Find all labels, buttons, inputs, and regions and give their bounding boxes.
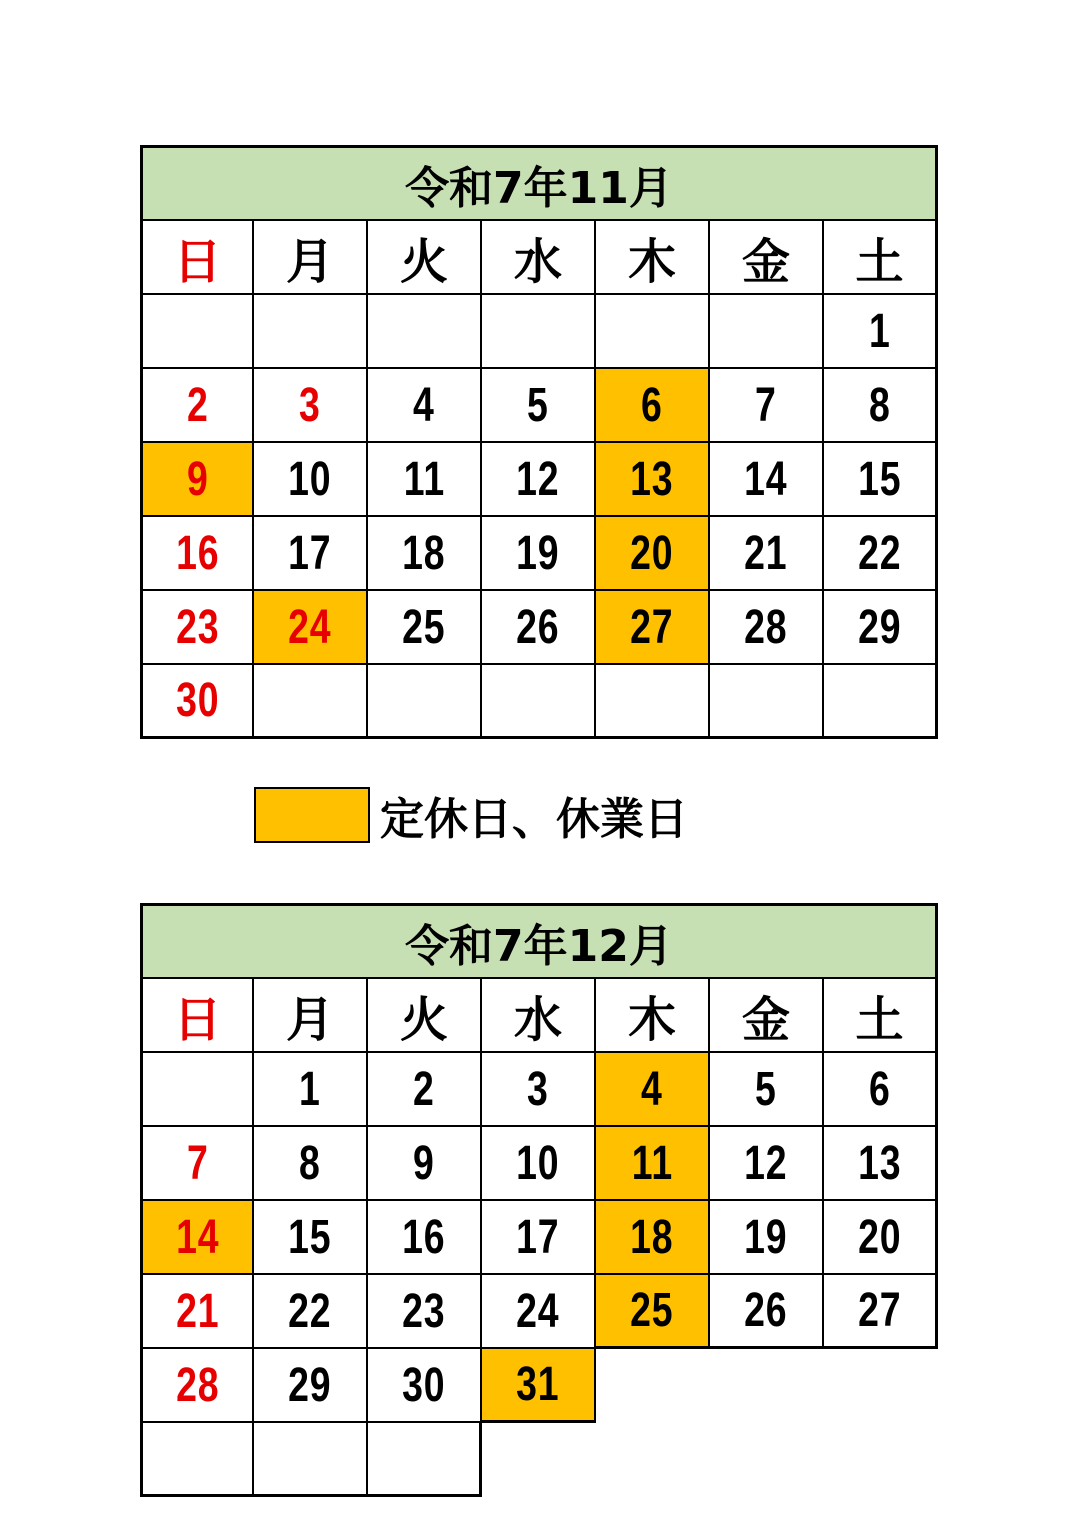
day-cell	[710, 1053, 824, 1127]
day-number: 17	[516, 1210, 560, 1264]
day-number: 10	[516, 1136, 560, 1190]
day-number: 27	[630, 600, 674, 654]
day-cell	[824, 517, 938, 591]
day-cell	[482, 1201, 596, 1275]
day-cell	[254, 1053, 368, 1127]
day-number: 28	[175, 1358, 220, 1412]
day-cell	[368, 443, 482, 517]
day-number: 21	[175, 1284, 220, 1338]
day-cell	[482, 369, 596, 443]
day-cell	[140, 591, 254, 665]
day-cell	[140, 1053, 254, 1127]
weekday-header-row	[140, 221, 938, 295]
week-row	[140, 369, 938, 443]
day-number: 4	[641, 1062, 663, 1116]
weekday-header: 木	[596, 221, 710, 295]
week-row	[140, 517, 938, 591]
day-number: 22	[288, 1284, 332, 1338]
day-number: 26	[744, 1284, 788, 1337]
calendar-title: 令和7年11月	[140, 145, 938, 221]
day-number: 5	[755, 1062, 777, 1116]
day-cell	[824, 369, 938, 443]
day-cell	[710, 443, 824, 517]
calendar-december	[140, 903, 938, 1497]
day-number: 17	[288, 526, 332, 580]
legend-label: 定休日、休業日	[380, 794, 688, 845]
day-cell	[140, 1201, 254, 1275]
day-number: 11	[403, 452, 445, 506]
day-cell	[254, 665, 368, 739]
calendar-weeks	[140, 1053, 938, 1497]
day-number: 24	[288, 600, 332, 654]
day-cell	[482, 295, 596, 369]
day-cell	[710, 1275, 824, 1349]
day-number: 18	[630, 1210, 674, 1264]
day-number: 29	[288, 1358, 332, 1412]
day-cell	[710, 295, 824, 369]
day-number: 23	[402, 1284, 446, 1338]
day-number: 8	[299, 1136, 321, 1190]
day-cell	[254, 1275, 368, 1349]
day-cell	[482, 1275, 596, 1349]
day-number: 14	[175, 1210, 220, 1264]
day-cell	[140, 295, 254, 369]
week-row	[140, 443, 938, 517]
day-number: 30	[175, 674, 220, 727]
day-number: 2	[186, 378, 209, 432]
legend-swatch	[254, 787, 370, 843]
weekday-header: 土	[824, 221, 938, 295]
day-number: 29	[857, 600, 902, 654]
weekday-header: 金	[710, 221, 824, 295]
day-cell	[368, 1275, 482, 1349]
day-number: 9	[186, 452, 209, 506]
day-number: 2	[413, 1062, 435, 1116]
day-cell	[596, 369, 710, 443]
day-number: 8	[868, 378, 891, 432]
day-number: 12	[744, 1136, 788, 1190]
day-number: 19	[516, 526, 560, 580]
day-number: 18	[402, 526, 446, 580]
day-number: 1	[868, 304, 891, 358]
day-number: 20	[630, 526, 674, 580]
day-cell	[596, 1053, 710, 1127]
day-cell	[140, 1349, 254, 1423]
day-cell	[710, 1423, 824, 1497]
weekday-header: 金	[710, 979, 824, 1053]
weekday-header: 水	[482, 979, 596, 1053]
calendar-title: 令和7年12月	[140, 903, 938, 979]
day-cell	[824, 295, 938, 369]
day-number: 21	[744, 526, 788, 580]
day-cell	[140, 443, 254, 517]
day-cell	[254, 443, 368, 517]
day-number: 19	[744, 1210, 788, 1264]
weekday-header: 日	[140, 221, 254, 295]
day-cell	[254, 591, 368, 665]
day-number: 6	[868, 1062, 891, 1116]
day-cell	[368, 1053, 482, 1127]
day-number: 11	[631, 1136, 673, 1190]
day-number: 23	[175, 600, 220, 654]
day-cell	[710, 1201, 824, 1275]
day-number: 16	[402, 1210, 446, 1264]
day-cell	[824, 1349, 938, 1423]
day-cell	[482, 1349, 596, 1423]
day-cell	[368, 1201, 482, 1275]
day-cell	[824, 443, 938, 517]
day-cell	[824, 1127, 938, 1201]
day-cell	[824, 1201, 938, 1275]
day-cell	[596, 443, 710, 517]
day-number: 22	[857, 526, 902, 580]
week-row	[140, 1275, 938, 1349]
day-number: 3	[299, 378, 321, 432]
day-cell	[368, 1349, 482, 1423]
day-cell	[368, 1127, 482, 1201]
weekday-header: 月	[254, 221, 368, 295]
week-row	[140, 591, 938, 665]
weekday-header: 水	[482, 221, 596, 295]
day-cell	[596, 1201, 710, 1275]
day-cell	[254, 1127, 368, 1201]
day-cell	[140, 665, 254, 739]
weekday-header-row	[140, 979, 938, 1053]
day-cell	[824, 1275, 938, 1349]
day-cell	[482, 591, 596, 665]
day-cell	[596, 665, 710, 739]
day-number: 15	[857, 452, 902, 506]
day-number: 26	[516, 600, 560, 654]
weekday-header: 土	[824, 979, 938, 1053]
weekday-header: 火	[368, 221, 482, 295]
day-number: 20	[857, 1210, 902, 1264]
day-number: 28	[744, 600, 788, 654]
day-cell	[482, 1053, 596, 1127]
calendar-november	[140, 145, 938, 739]
day-cell	[254, 295, 368, 369]
day-cell	[482, 517, 596, 591]
day-number: 6	[641, 378, 663, 432]
day-cell	[710, 665, 824, 739]
calendar-weeks	[140, 295, 938, 739]
day-cell	[368, 591, 482, 665]
week-row	[140, 1349, 938, 1423]
day-cell	[710, 1127, 824, 1201]
day-number: 4	[413, 378, 435, 432]
day-cell	[596, 517, 710, 591]
day-number: 24	[516, 1284, 560, 1338]
day-number: 13	[857, 1136, 902, 1190]
weekday-header: 月	[254, 979, 368, 1053]
weekday-header: 火	[368, 979, 482, 1053]
day-cell	[254, 1201, 368, 1275]
week-row	[140, 1127, 938, 1201]
day-cell	[368, 1423, 482, 1497]
day-cell	[140, 1127, 254, 1201]
day-cell	[254, 1423, 368, 1497]
week-row	[140, 1423, 938, 1497]
day-number: 16	[175, 526, 220, 580]
day-cell	[140, 369, 254, 443]
day-cell	[824, 1423, 938, 1497]
day-cell	[140, 517, 254, 591]
day-number: 31	[516, 1358, 560, 1411]
day-cell	[254, 517, 368, 591]
day-number: 9	[413, 1136, 435, 1190]
day-number: 13	[630, 452, 674, 506]
weekday-header: 日	[140, 979, 254, 1053]
day-number: 27	[857, 1284, 902, 1337]
day-cell	[596, 1423, 710, 1497]
weekday-header: 木	[596, 979, 710, 1053]
day-cell	[482, 665, 596, 739]
week-row	[140, 295, 938, 369]
day-cell	[482, 1423, 596, 1497]
day-cell	[368, 665, 482, 739]
day-cell	[824, 591, 938, 665]
day-number: 10	[288, 452, 332, 506]
day-cell	[824, 665, 938, 739]
day-cell	[824, 1053, 938, 1127]
day-number: 25	[402, 600, 446, 654]
day-number: 5	[527, 378, 549, 432]
day-number: 3	[527, 1062, 549, 1116]
week-row	[140, 1201, 938, 1275]
day-cell	[140, 1423, 254, 1497]
day-cell	[596, 1127, 710, 1201]
day-number: 25	[630, 1284, 674, 1337]
day-number: 1	[299, 1062, 321, 1116]
day-cell	[596, 1275, 710, 1349]
day-cell	[368, 369, 482, 443]
day-cell	[140, 1275, 254, 1349]
day-cell	[596, 591, 710, 665]
week-row	[140, 1053, 938, 1127]
day-cell	[596, 1349, 710, 1423]
week-row	[140, 665, 938, 739]
day-cell	[368, 517, 482, 591]
day-cell	[482, 1127, 596, 1201]
day-number: 30	[402, 1358, 446, 1412]
day-number: 7	[755, 378, 777, 432]
day-cell	[710, 517, 824, 591]
day-cell	[254, 369, 368, 443]
day-cell	[482, 443, 596, 517]
day-number: 12	[516, 452, 560, 506]
day-cell	[254, 1349, 368, 1423]
day-cell	[710, 369, 824, 443]
day-number: 7	[186, 1136, 209, 1190]
day-cell	[710, 591, 824, 665]
day-cell	[368, 295, 482, 369]
day-number: 14	[744, 452, 788, 506]
day-number: 15	[288, 1210, 332, 1264]
day-cell	[596, 295, 710, 369]
legend	[254, 787, 688, 843]
day-cell	[710, 1349, 824, 1423]
